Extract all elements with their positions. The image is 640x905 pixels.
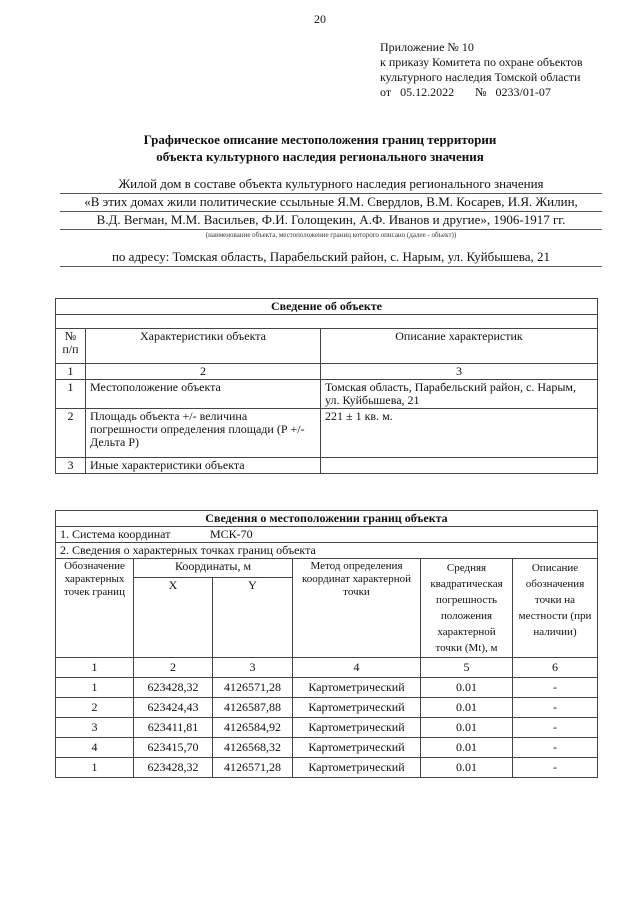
row-description: Томская область, Парабельский район, с. Нарым, ул. Куйбышева, 21 — [321, 380, 598, 409]
coord-system-label: 1. Система координат — [60, 527, 171, 541]
error: 0.01 — [421, 758, 513, 778]
point-id: 4 — [56, 738, 134, 758]
method: Картометрический — [293, 718, 421, 738]
row-num: 2 — [56, 409, 86, 458]
row-num: 3 — [56, 458, 86, 474]
object-caption: (наименование объекта, местоположение границ которого описано (далее - объект)) — [205, 231, 457, 239]
table-row — [56, 678, 598, 698]
appendix-date-line — [380, 85, 583, 100]
coord-y: 4126584,92 — [213, 718, 293, 738]
row-characteristic: Площадь объекта +/- величина погрешности определения площади (Р +/- Дельта Р) — [86, 409, 321, 458]
num-label: № — [475, 85, 487, 99]
table-row — [56, 380, 598, 409]
header-characteristic: Характеристики объекта — [86, 329, 321, 364]
object-line: «В этих домах жили политические ссыльные Я.М. Свердлов, В.М. Косарев, И.Я. Жилин, — [60, 193, 602, 212]
error: 0.01 — [421, 698, 513, 718]
table1-title: Сведение об объекте — [56, 299, 598, 315]
point-id: 2 — [56, 698, 134, 718]
header-designation: Обозначение характерных точек границ — [56, 559, 134, 658]
appendix-line: культурного наследия Томской области — [380, 70, 581, 84]
title-line: объекта культурного наследия регионального значения — [156, 149, 484, 164]
point-id: 1 — [56, 678, 134, 698]
error: 0.01 — [421, 718, 513, 738]
point-desc: - — [513, 698, 598, 718]
point-id: 1 — [56, 758, 134, 778]
table-row — [56, 698, 598, 718]
points-label: 2. Сведения о характерных точках границ объекта — [56, 543, 598, 559]
col-number: 2 — [134, 658, 213, 678]
header-desc: Описание обозначения точки на местности (при наличии) — [513, 559, 598, 658]
error: 0.01 — [421, 738, 513, 758]
table-row — [56, 738, 598, 758]
coord-y: 4126587,88 — [213, 698, 293, 718]
coord-system-row — [56, 527, 598, 543]
header-method: Метод определения координат характерной точки — [293, 559, 421, 658]
coord-x: 623411,81 — [134, 718, 213, 738]
header-x: X — [134, 578, 213, 658]
coord-x: 623415,70 — [134, 738, 213, 758]
col-number: 6 — [513, 658, 598, 678]
date: 05.12.2022 — [400, 85, 455, 99]
header-error: Средняя квадратическая погрешность положения характерной точки (Mt), м — [421, 559, 513, 658]
point-desc: - — [513, 738, 598, 758]
row-num: 1 — [56, 380, 86, 409]
appendix-block — [380, 40, 583, 100]
coord-x: 623424,43 — [134, 698, 213, 718]
method: Картометрический — [293, 698, 421, 718]
coord-y: 4126568,32 — [213, 738, 293, 758]
appendix-line: Приложение № 10 — [380, 40, 474, 54]
col-number: 3 — [213, 658, 293, 678]
header-coords: Координаты, м — [134, 559, 293, 578]
header-y: Y — [213, 578, 293, 658]
row-description: 221 ± 1 кв. м. — [321, 409, 598, 458]
col-number: 1 — [56, 658, 134, 678]
document-title — [0, 131, 640, 165]
coord-system-value: МСК-70 — [210, 527, 253, 541]
coord-y: 4126571,28 — [213, 758, 293, 778]
row-characteristic: Иные характеристики объекта — [86, 458, 321, 474]
coord-y: 4126571,28 — [213, 678, 293, 698]
row-description — [321, 458, 598, 474]
date-label: от — [380, 85, 392, 99]
header-description: Описание характеристик — [321, 329, 598, 364]
col-number: 5 — [421, 658, 513, 678]
row-characteristic: Местоположение объекта — [86, 380, 321, 409]
header-num: № п/п — [56, 329, 86, 364]
col-number: 1 — [56, 364, 86, 380]
method: Картометрический — [293, 678, 421, 698]
point-desc: - — [513, 718, 598, 738]
table-row — [56, 758, 598, 778]
appendix-line: к приказу Комитета по охране объектов — [380, 55, 583, 69]
point-desc: - — [513, 678, 598, 698]
object-line: Жилой дом в составе объекта культурного наследия регионального значения — [60, 175, 602, 194]
method: Картометрический — [293, 758, 421, 778]
object-line: В.Д. Вегман, М.М. Васильев, Ф.И. Голощекин, А.Ф. Иванов и другие», 1906-1917 гг. — [60, 211, 602, 230]
point-desc: - — [513, 758, 598, 778]
table-row — [56, 718, 598, 738]
method: Картометрический — [293, 738, 421, 758]
page-number: 20 — [314, 12, 326, 26]
coord-x: 623428,32 — [134, 758, 213, 778]
object-info-table — [55, 298, 598, 474]
table-row — [56, 409, 598, 458]
point-id: 3 — [56, 718, 134, 738]
table-row — [56, 458, 598, 474]
error: 0.01 — [421, 678, 513, 698]
col-number: 4 — [293, 658, 421, 678]
table2-title: Сведения о местоположении границ объекта — [56, 511, 598, 527]
col-number: 2 — [86, 364, 321, 380]
address-line: по адресу: Томская область, Парабельский район, с. Нарым, ул. Куйбышева, 21 — [60, 248, 602, 267]
order-number: 0233/01-07 — [495, 85, 551, 99]
coord-x: 623428,32 — [134, 678, 213, 698]
title-line: Графическое описание местоположения границ территории — [143, 132, 497, 147]
col-number: 3 — [321, 364, 598, 380]
boundary-points-table — [55, 510, 598, 778]
